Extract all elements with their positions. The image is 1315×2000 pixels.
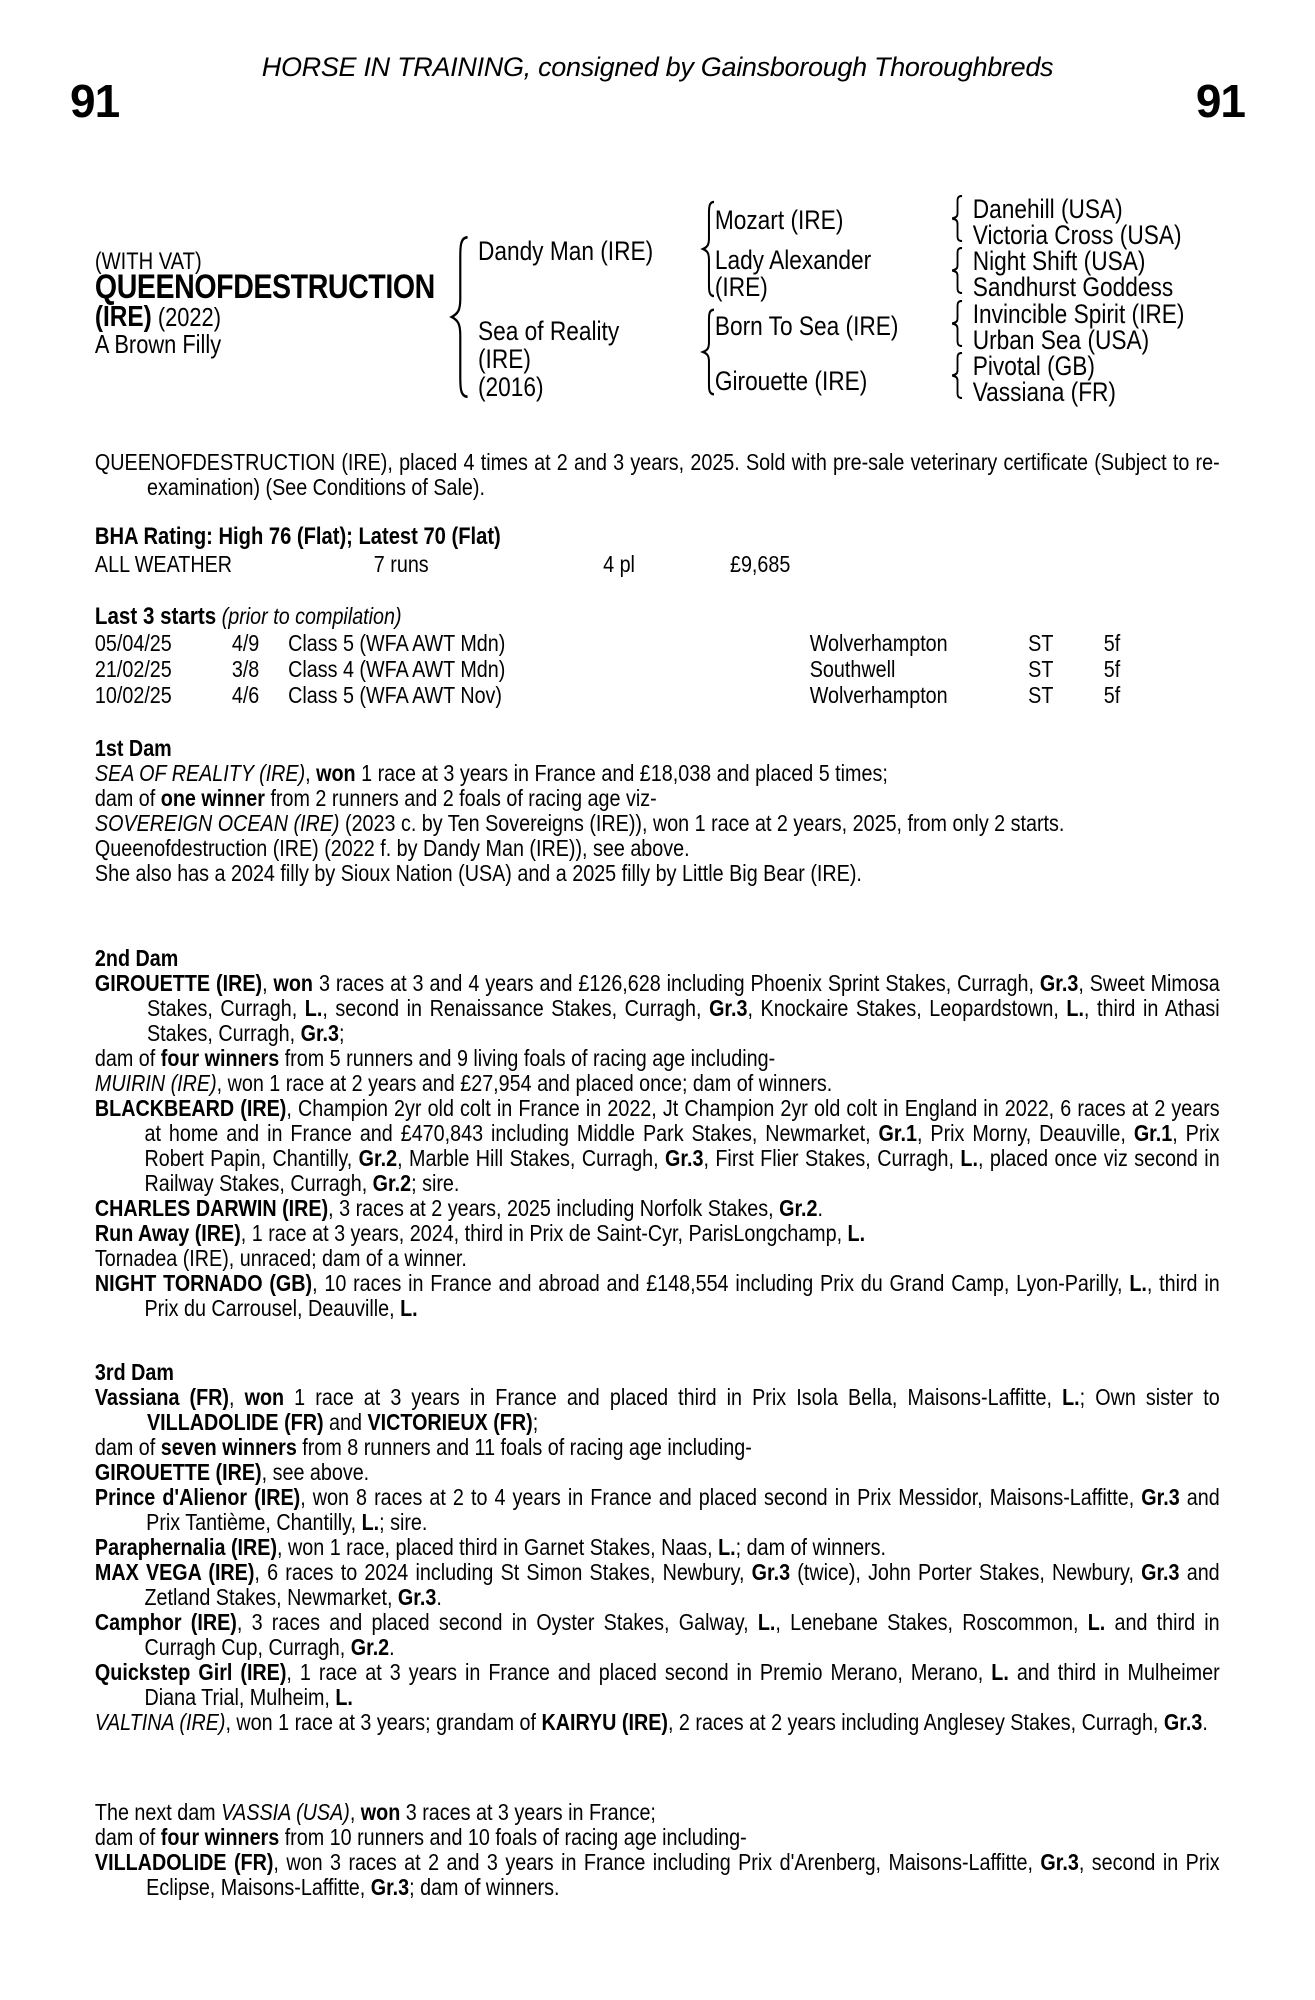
pedigree-brace-gen4-1 [949, 195, 964, 242]
sire-name: Dandy Man (IRE) [477, 236, 654, 266]
pedigree-paragraph: GIROUETTE (IRE), see above. [94, 1459, 370, 1485]
last-3-starts-block [95, 604, 1220, 708]
pedigree-paragraph: dam of four winners from 10 runners and 10 foals of racing age including- [94, 1824, 747, 1850]
gen4-name: Sandhurst Goddess [972, 272, 1174, 302]
start-dist: 5f [1103, 630, 1121, 656]
pedigree-paragraph: NIGHT TORNADO (GB), 10 races in France and abroad and £148,554 including Prix du Grand Camp, Lyon-Parilly, L., third in Prix du Carrousel, Deauville, L. [94, 1270, 1220, 1321]
pedigree-paragraph: SOVEREIGN OCEAN (IRE) (2023 c. by Ten Sovereigns (IRE)), won 1 race at 2 years, 2025, from only 2 starts. [94, 810, 1065, 836]
third-dam-section [95, 1360, 1220, 1735]
pedigree-paragraph: Vassiana (FR), won 1 race at 3 years in France and placed third in Prix Isola Bella, Maisons-Laffitte, L.; Own sister to VILLADOLIDE (FR) and VICTORIEUX (FR); [94, 1384, 1220, 1435]
start-surface: ST [1028, 630, 1054, 656]
start-row [95, 630, 1220, 656]
gen4-name: Pivotal (GB) [972, 351, 1095, 381]
pedigree-paragraph: Prince d'Alienor (IRE), won 8 races at 2 to 4 years in France and placed second in Prix Messidor, Maisons-Laffitte, Gr.3 and Prix Tantième, Chantilly, L.; sire. [94, 1484, 1220, 1535]
gen4-name: Urban Sea (USA) [972, 325, 1150, 355]
earnings-value: £9,685 [729, 551, 791, 577]
vat-note: (WITH VAT) [94, 248, 202, 275]
pedigree-paragraph: She also has a 2024 filly by Sioux Nation (USA) and a 2025 filly by Little Big Bear (IRE). [94, 860, 862, 886]
dam-name-line2: (IRE) [477, 344, 531, 374]
pedigree-paragraph: MUIRIN (IRE), won 1 race at 2 years and £27,954 and placed once; dam of winners. [94, 1070, 833, 1096]
pedigree-paragraph: Paraphernalia (IRE), won 1 race, placed third in Garnet Stakes, Naas, L.; dam of winners. [94, 1534, 886, 1560]
start-date: 05/04/25 [94, 630, 172, 656]
sires-dam-line1: Lady Alexander [714, 245, 872, 275]
pedigree-paragraph: GIROUETTE (IRE), won 3 races at 3 and 4 years and £126,628 including Phoenix Sprint Stakes, Curragh, Gr.3, Sweet Mimosa Stakes, Curragh, L., second in Renaissance Stakes, Curragh, Gr.3, Knockaire Stakes, Leopardstown, L., third in Athasi Stakes, Curragh, Gr.3; [94, 970, 1220, 1046]
pedigree-paragraph: CHARLES DARWIN (IRE), 3 races at 2 years, 2025 including Norfolk Stakes, Gr.2. [94, 1195, 824, 1221]
dams-sire: Born To Sea (IRE) [714, 311, 899, 341]
surface-label: ALL WEATHER [94, 551, 233, 577]
pedigree-paragraph: VILLADOLIDE (FR), won 3 races at 2 and 3 years in France including Prix d'Arenberg, Maisons-Laffitte, Gr.3, second in Prix Eclipse, Maisons-Laffitte, Gr.3; dam of winners. [94, 1849, 1220, 1900]
gen4-name: Danehill (USA) [972, 194, 1123, 224]
start-surface: ST [1028, 682, 1054, 708]
start-pos: 3/8 [231, 656, 260, 682]
start-pos: 4/6 [231, 682, 260, 708]
bha-stats-row [95, 552, 1220, 577]
start-course: Wolverhampton [809, 630, 948, 656]
sires-dam-line2: (IRE) [714, 272, 768, 302]
last-3-starts-heading: Last 3 starts (prior to compilation) [94, 603, 402, 630]
pedigree-brace-gen4-2 [949, 247, 964, 294]
pedigree-brace-gen4-4 [949, 352, 964, 399]
pedigree-paragraph: dam of seven winners from 8 runners and 11 foals of racing age including- [94, 1434, 752, 1460]
pedigree-paragraph: Tornadea (IRE), unraced; dam of a winner. [94, 1245, 467, 1271]
start-row [95, 682, 1220, 708]
start-class: Class 5 (WFA AWT Nov) [288, 682, 503, 708]
runs-value: 7 runs [373, 551, 429, 577]
gen4-name: Night Shift (USA) [972, 246, 1146, 276]
start-row [95, 656, 1220, 682]
horse-suffix-year: (IRE) (2022) [94, 301, 221, 333]
pedigree-paragraph: Quickstep Girl (IRE), 1 race at 3 years in France and placed second in Premio Merano, Merano, L. and third in Mulheimer Diana Trial, Mulheim, L. [94, 1659, 1220, 1710]
next-dam-section [95, 1800, 1220, 1900]
pedigree-brace-main [447, 234, 471, 400]
dam-name-line3: (2016) [477, 372, 544, 402]
pedigree-paragraph: Queenofdestruction (IRE) (2022 f. by Dandy Man (IRE)), see above. [94, 835, 690, 861]
bha-rating-heading: BHA Rating: High 76 (Flat); Latest 70 (Flat) [94, 523, 501, 550]
dams-dam: Girouette (IRE) [714, 366, 868, 396]
gen4-name: Victoria Cross (USA) [972, 220, 1182, 250]
start-surface: ST [1028, 656, 1054, 682]
start-course: Wolverhampton [809, 682, 948, 708]
pedigree-paragraph: VALTINA (IRE), won 1 race at 3 years; grandam of KAIRYU (IRE), 2 races at 2 years including Anglesey Stakes, Curragh, Gr.3. [94, 1709, 1208, 1735]
bha-rating-block [95, 524, 1220, 577]
lot-number-right: 91 [1195, 75, 1245, 127]
first-dam-section [95, 736, 1220, 886]
start-pos: 4/9 [231, 630, 260, 656]
pedigree-paragraph: SEA OF REALITY (IRE), won 1 race at 3 years in France and £18,038 and placed 5 times; [94, 760, 888, 786]
page-title: HORSE IN TRAINING, consigned by Gainsborough Thoroughbreds [261, 52, 1054, 82]
pedigree-paragraph: Run Away (IRE), 1 race at 3 years, 2024, third in Prix de Saint-Cyr, ParisLongchamp, L. [94, 1220, 866, 1246]
places-value: 4 pl [603, 551, 635, 577]
start-date: 10/02/25 [94, 682, 172, 708]
pedigree-paragraph: MAX VEGA (IRE), 6 races to 2024 including St Simon Stakes, Newbury, Gr.3 (twice), John Porter Stakes, Newbury, Gr.3 and Zetland Stakes, Newmarket, Gr.3. [94, 1559, 1220, 1610]
pedigree-paragraph: dam of four winners from 5 runners and 9 living foals of racing age including- [94, 1045, 776, 1071]
horse-name: QUEENOFDESTRUCTION [94, 268, 435, 306]
lot-number-left: 91 [70, 75, 120, 127]
section-heading: 3rd Dam [94, 1359, 174, 1385]
dam-name-line1: Sea of Reality [477, 316, 620, 346]
second-dam-section [95, 946, 1220, 1321]
start-class: Class 4 (WFA AWT Mdn) [288, 656, 506, 682]
start-date: 21/02/25 [94, 656, 172, 682]
start-class: Class 5 (WFA AWT Mdn) [288, 630, 506, 656]
pedigree-paragraph: dam of one winner from 2 runners and 2 foals of racing age viz- [94, 785, 657, 811]
pedigree-paragraph: The next dam VASSIA (USA), won 3 races at 3 years in France; [94, 1799, 656, 1825]
start-course: Southwell [809, 656, 896, 682]
section-heading: 1st Dam [94, 735, 172, 761]
section-heading: 2nd Dam [94, 945, 179, 971]
gen4-name: Vassiana (FR) [972, 377, 1116, 407]
pedigree-paragraph: Camphor (IRE), 3 races and placed second in Oyster Stakes, Galway, L., Lenebane Stakes, Roscommon, L. and third in Curragh Cup, Curragh, Gr.2. [94, 1609, 1220, 1660]
start-dist: 5f [1103, 656, 1121, 682]
start-dist: 5f [1103, 682, 1121, 708]
sires-sire: Mozart (IRE) [714, 205, 844, 235]
horse-description: A Brown Filly [94, 329, 222, 359]
gen4-name: Invincible Spirit (IRE) [972, 299, 1185, 329]
pedigree-paragraph: BLACKBEARD (IRE), Champion 2yr old colt in France in 2022, Jt Champion 2yr old colt in England in 2022, 6 races at 2 years at home and in France and £470,843 including Middle Park Stakes, Newmarket, Gr.1, Prix Morny, Deauville, Gr.1, Prix Robert Papin, Chantilly, Gr.2, Marble Hill Stakes, Curragh, Gr.3, First Flier Stakes, Curragh, L., placed once viz second in Railway Stakes, Curragh, Gr.2; sire. [94, 1095, 1220, 1196]
summary-paragraph: QUEENOFDESTRUCTION (IRE), placed 4 times at 2 and 3 years, 2025. Sold with pre-sale veterinary certificate (Subject to re-examination) (See Conditions of Sale). [94, 449, 1220, 500]
pedigree-brace-gen4-3 [949, 300, 964, 347]
race-record-summary [95, 450, 1220, 500]
